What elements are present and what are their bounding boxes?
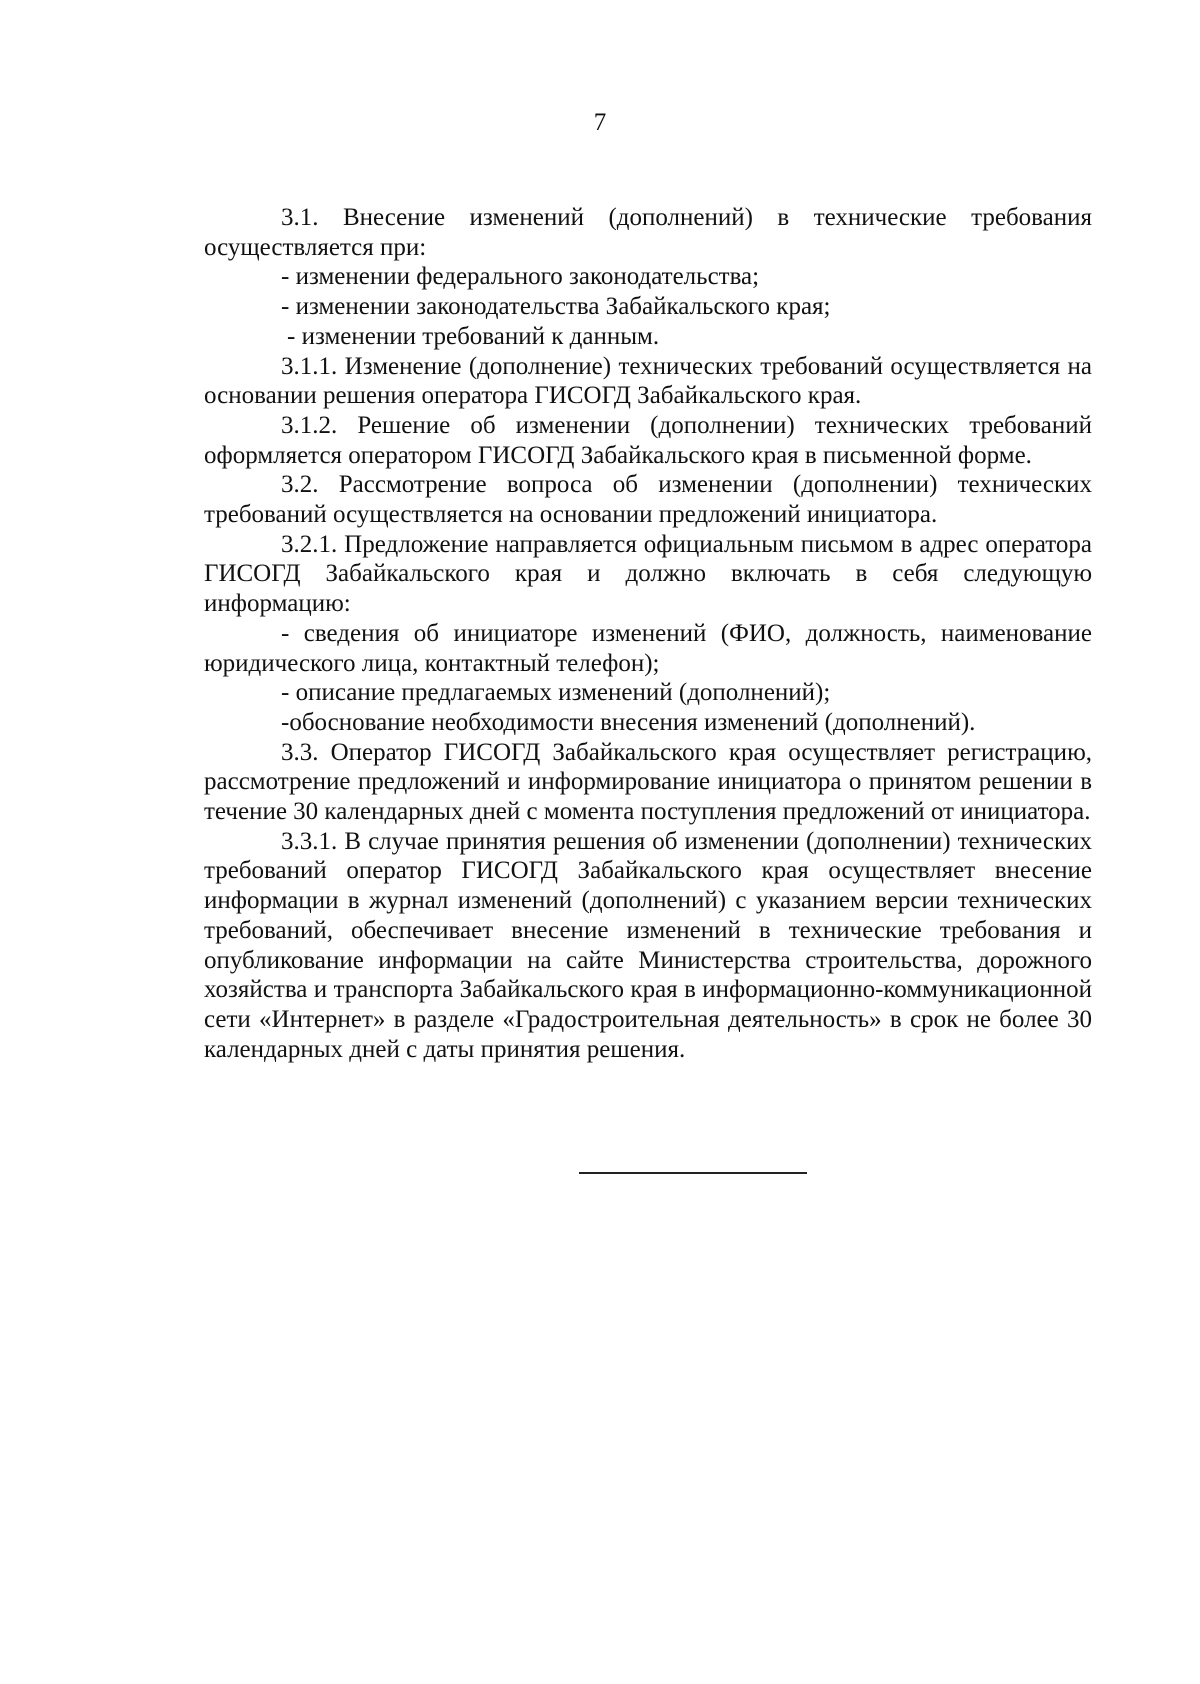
- list-item-change-description: - описание предлагаемых изменений (дополнений);: [281, 679, 831, 707]
- list-item-regional-legislation: - изменении законодательства Забайкальского края;: [281, 293, 831, 321]
- paragraph-3-1: 3.1. Внесение изменений (дополнений) в технические требования осуществляется при:: [204, 204, 1092, 261]
- paragraph-3-1-1: 3.1.1. Изменение (дополнение) технических требований осуществляется на основании решения оператора ГИСОГД Забайкальского края.: [204, 352, 1092, 410]
- closing-separator-line: [579, 1172, 807, 1174]
- list-item-data-requirements: - изменении требований к данным.: [287, 322, 660, 350]
- paragraph-3-2-1: 3.2.1. Предложение направляется официальным письмом в адрес оператора ГИСОГД Забайкальского края и должно включать в себя следующую информацию:: [204, 530, 1092, 618]
- document-body: [204, 203, 1092, 1064]
- list-item-federal-legislation: - изменении федерального законодательства;: [281, 263, 760, 291]
- list-item-initiator-details: - сведения об инициаторе изменений (ФИО, должность, наименование юридического лица, контактный телефон);: [204, 619, 1092, 677]
- page-number: 7: [593, 109, 607, 136]
- paragraph-3-2: 3.2. Рассмотрение вопроса об изменении (дополнении) технических требований осуществляется на основании предложений инициатора.: [204, 471, 1092, 529]
- list-item-change-justification: -обоснование необходимости внесения изменений (дополнений).: [281, 708, 976, 736]
- paragraph-3-3-1: 3.3.1. В случае принятия решения об изменении (дополнении) технических требований оператор ГИСОГД Забайкальского края осуществляет внесение информации в журнал изменений (дополнений) с указанием версии технических требований, обеспечивает внесение изменений в технические требования и опубликование информации на сайте Министерства строительства, дорожного хозяйства и транспорта Забайкальского края в информационно-коммуникационной сети «Интернет» в разделе «Градостроительная деятельность» в срок не более 30 календарных дней с даты принятия решения.: [204, 827, 1092, 1063]
- paragraph-3-1-2: 3.1.2. Решение об изменении (дополнении) технических требований оформляется оператором ГИСОГД Забайкальского края в письменной форме.: [204, 411, 1092, 469]
- paragraph-3-3: 3.3. Оператор ГИСОГД Забайкальского края осуществляет регистрацию, рассмотрение предложений и информирование инициатора о принятом решении в течение 30 календарных дней с момента поступления предложений от инициатора.: [204, 738, 1092, 826]
